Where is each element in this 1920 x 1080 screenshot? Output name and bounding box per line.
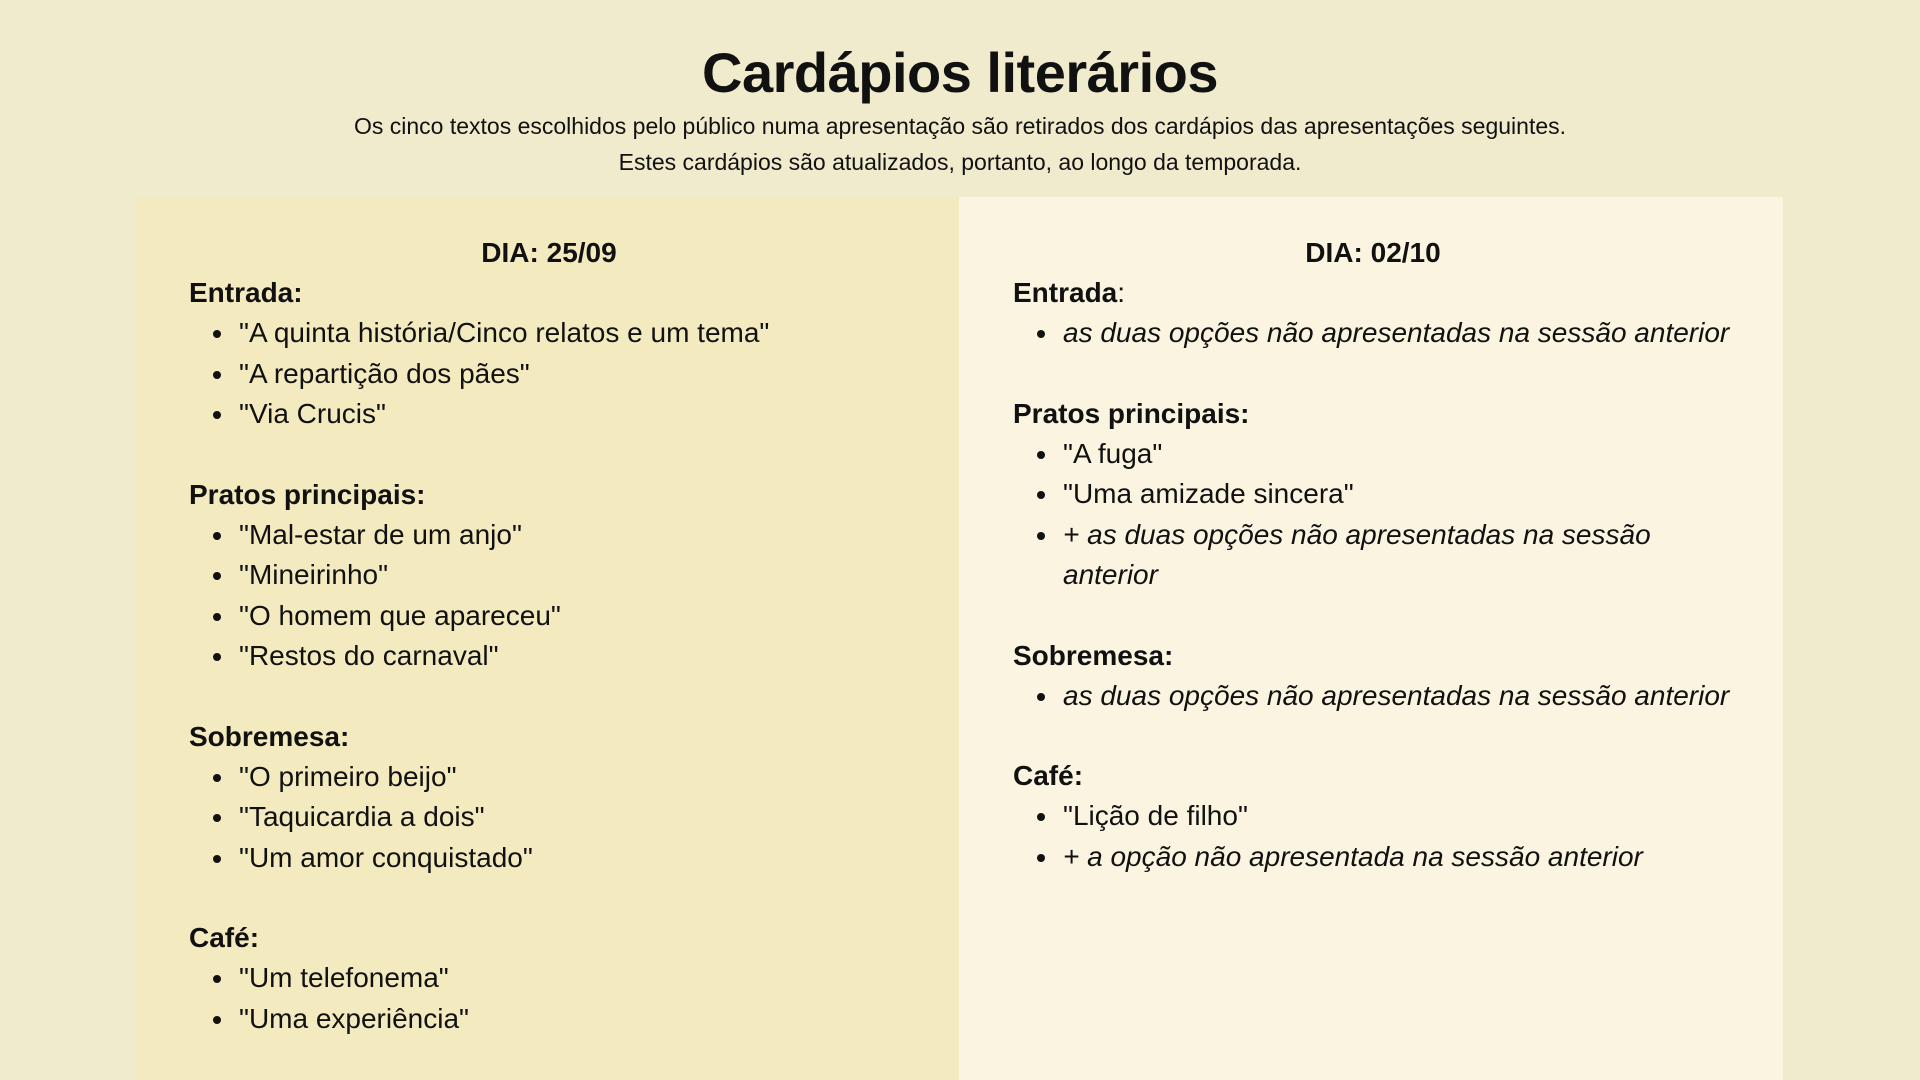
section-entrada [1013, 273, 1733, 354]
menus-container [135, 197, 1783, 1080]
item-list [1013, 313, 1733, 354]
subtitle-line-1: Os cinco textos escolhidos pelo público numa apresentação são retirados dos cardápios das apresentações seguintes. [353, 113, 1567, 139]
list-item: "Taquicardia a dois" [209, 797, 909, 838]
day-heading: DIA: 25/09 [481, 237, 617, 268]
section-entrada [189, 273, 909, 435]
list-item: "A quinta história/Cinco relatos e um tema" [209, 313, 909, 354]
section-pratos-principais [189, 475, 909, 677]
page-header [0, 0, 1920, 180]
section-heading: Café: [189, 922, 260, 953]
section-heading-colon: : [1117, 277, 1126, 308]
section-sobremesa [189, 717, 909, 879]
list-item: "O homem que apareceu" [209, 596, 909, 637]
list-item: "O primeiro beijo" [209, 757, 909, 798]
day-heading: DIA: 02/10 [1305, 237, 1441, 268]
list-item-note: as duas opções não apresentadas na sessão anterior [1033, 676, 1733, 717]
item-list [189, 958, 909, 1039]
page-title: Cardápios literários [702, 41, 1218, 104]
list-item: "Uma experiência" [209, 999, 909, 1040]
subtitle-line-2: Estes cardápios são atualizados, portanto, ao longo da temporada. [618, 149, 1302, 175]
section-heading: Entrada: [189, 277, 303, 308]
list-item: "Restos do carnaval" [209, 636, 909, 677]
menu-column-left [135, 197, 959, 1080]
section-heading-text: Entrada [1013, 277, 1118, 308]
item-list [189, 757, 909, 879]
list-item-note: + a opção não apresentada na sessão anterior [1033, 837, 1733, 878]
list-item: "Um telefonema" [209, 958, 909, 999]
list-item-note: as duas opções não apresentadas na sessão anterior [1033, 313, 1733, 354]
list-item-note: + as duas opções não apresentadas na sessão anterior [1033, 515, 1733, 596]
item-list [189, 515, 909, 677]
list-item: "Um amor conquistado" [209, 838, 909, 879]
list-item: "Lição de filho" [1033, 796, 1733, 837]
section-cafe [1013, 756, 1733, 877]
item-list [1013, 796, 1733, 877]
list-item: "A repartição dos pães" [209, 354, 909, 395]
section-heading: Pratos principais: [1013, 397, 1250, 429]
list-item: "Mal-estar de um anjo" [209, 515, 909, 556]
section-heading [1013, 273, 1733, 313]
list-item: "Mineirinho" [209, 555, 909, 596]
list-item: "A fuga" [1033, 434, 1733, 475]
item-list [1013, 676, 1733, 717]
section-sobremesa [1013, 636, 1733, 717]
item-list [189, 313, 909, 435]
section-cafe [189, 918, 909, 1039]
section-heading: Pratos principais: [189, 478, 426, 510]
section-pratos-principais [1013, 394, 1733, 596]
list-item: "Uma amizade sincera" [1033, 474, 1733, 515]
section-heading: Café: [1013, 760, 1084, 791]
section-heading: Sobremesa: [189, 720, 350, 752]
menu-column-right [959, 197, 1783, 1080]
list-item: "Via Crucis" [209, 394, 909, 435]
section-heading: Sobremesa: [1013, 639, 1174, 671]
item-list [1013, 434, 1733, 596]
